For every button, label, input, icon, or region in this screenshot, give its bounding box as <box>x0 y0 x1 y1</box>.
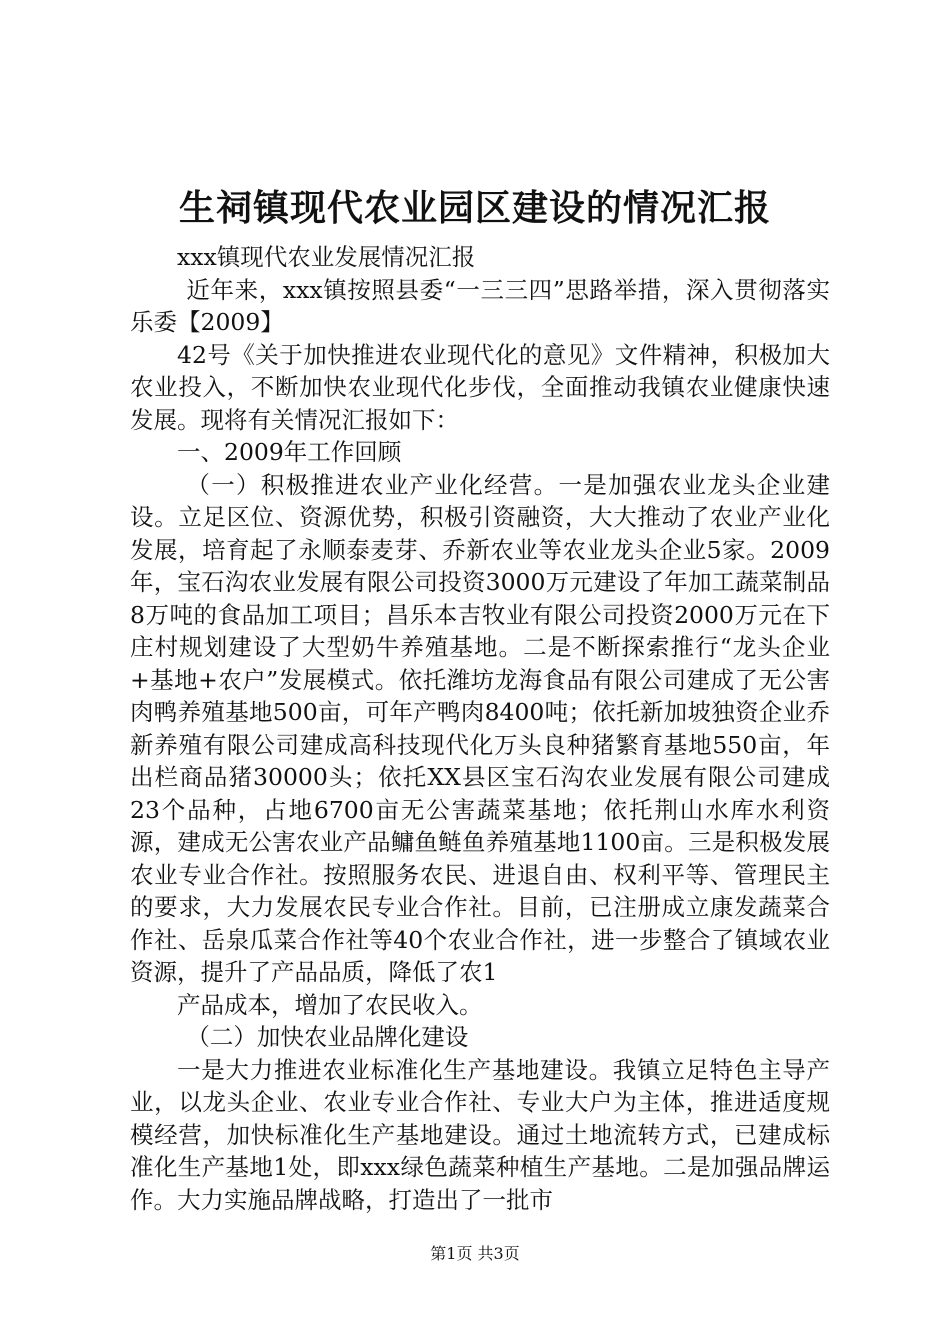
paragraph-industrialization-end: 产品成本，增加了农民收入。 <box>177 990 483 1019</box>
page-footer: 第1页 共3页 <box>430 1244 520 1263</box>
paragraph-industrialization: （一）积极推进农业产业化经营。一是加强农业龙头企业建设。立足区位、资源优势，积极引资融资，大大推动了农业产业化发展，培育起了永顺泰麦芽、乔新农业等农业龙头企业5家。2009年，宝石沟农业发展有限公司投资3000万元建设了年加工蔬菜制品8万吨的食品加工项目；昌乐本吉牧业有限公司投资2000万元在下庄村规划建设了大型奶牛养殖基地。二是不断探索推行“龙头企业+基地+农户”发展模式。依托潍坊龙海食品有限公司建成了无公害肉鸭养殖基地500亩，可年产鸭肉8400吨；依托新加坡独资企业乔新养殖有限公司建成高科技现代化万头良种猪繁育基地550亩，年出栏商品猪30000头；依托XX县区宝石沟农业发展有限公司建成23个品种，占地6700亩无公害蔬菜基地；依托荆山水库水利资源，建成无公害农业产品鳙鱼鲢鱼养殖基地1100亩。三是积极发展农业专业合作社。按照服务农民、进退自由、权利平等、管理民主的要求，大力发展农民专业合作社。目前，已注册成立康发蔬菜合作社、岳泉瓜菜合作社等40个农业合作社，进一步整合了镇域农业资源，提升了产品品质，降低了农1 <box>130 470 830 986</box>
paragraph-subtitle: xxx镇现代农业发展情况汇报 <box>177 243 476 271</box>
document-title: 生祠镇现代农业园区建设的情况汇报 <box>178 187 771 229</box>
paragraph-brand: 一是大力推进农业标准化生产基地建设。我镇立足特色主导产业，以龙头企业、农业专业合作社、专业大户为主体，推进适度规模经营，加快标准化生产基地建设。通过土地流转方式，已建成标准化生产基地1处，即xxx绿色蔬菜种植生产基地。二是加强品牌运作。大力实施品牌战略，打造出了一批市 <box>130 1055 830 1214</box>
paragraph-intro-cont: 42号《关于加快推进农业现代化的意见》文件精神，积极加大农业投入，不断加快农业现代化步伐，全面推动我镇农业健康快速发展。现将有关情况汇报如下： <box>130 340 830 434</box>
section-heading-brand: （二）加快农业品牌化建设 <box>186 1023 469 1051</box>
paragraph-intro: 近年来，xxx镇按照县委“一三三四”思路举措，深入贯彻落实乐委【2009】 <box>130 275 830 336</box>
section-heading-review: 一、2009年工作回顾 <box>177 438 402 466</box>
document-body <box>130 241 830 1216</box>
